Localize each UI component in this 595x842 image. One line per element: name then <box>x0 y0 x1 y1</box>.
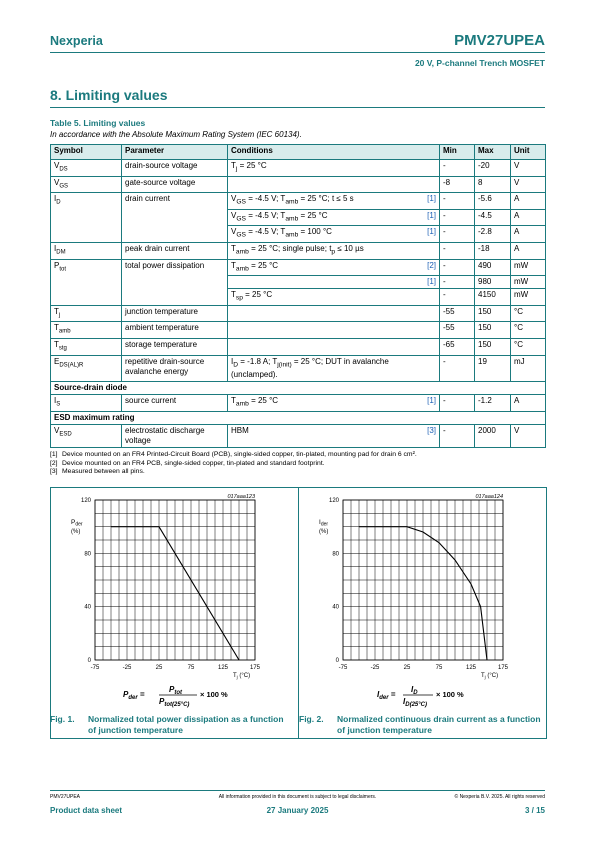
footnotes <box>50 451 417 477</box>
formula-factor: × 100 % <box>436 690 464 699</box>
min-cell: - <box>440 193 475 210</box>
table-row <box>51 276 546 289</box>
min-cell: - <box>440 276 475 289</box>
table-row <box>51 209 546 226</box>
derating-formula <box>123 685 228 708</box>
parameter-cell: junction temperature <box>122 305 228 322</box>
parameter-cell: peak drain current <box>122 242 228 259</box>
max-cell: 150 <box>475 338 511 355</box>
parameter-cell: repetitive drain-source avalanche energy <box>122 355 228 382</box>
footer-rule <box>50 790 545 791</box>
conditions-cell: [2] $T_{amb} = 25$ °C <box>228 259 440 276</box>
unit-cell: °C <box>511 338 546 355</box>
figure-code: 017aaa123 <box>227 494 255 500</box>
unit-cell: A <box>511 193 546 210</box>
x-axis-label: $T_j$ (°C) <box>233 673 251 680</box>
symbol-cell: $I_S$ <box>51 395 122 412</box>
max-cell: 4150 <box>475 289 511 306</box>
header-cell: Conditions <box>228 145 440 160</box>
max-cell: -18 <box>475 242 511 259</box>
table-row <box>51 338 546 355</box>
section-heading: ESD maximum rating <box>51 411 546 424</box>
document-id: PMV27UPEA <box>454 32 545 49</box>
symbol-cell: $V_{GS}$ <box>51 176 122 193</box>
conditions-cell: $T_{amb} = 25$ °C; single pulse; $t_p \le 10$ µs <box>228 242 440 259</box>
reference-link: [1] <box>427 396 436 406</box>
min-cell: -8 <box>440 176 475 193</box>
table-row <box>51 322 546 339</box>
min-cell: - <box>440 395 475 412</box>
table-header-row <box>51 145 546 160</box>
min-cell: - <box>440 424 475 447</box>
min-cell: - <box>440 355 475 382</box>
document-subtitle: 20 V, P-channel Trench MOSFET <box>414 58 545 68</box>
conditions-cell: [3] HBM <box>228 424 440 447</box>
conditions-cell <box>228 322 440 339</box>
parameter-cell: storage temperature <box>122 338 228 355</box>
unit-cell: A <box>511 395 546 412</box>
max-cell: -5.6 <box>475 193 511 210</box>
conditions-cell: $T_{sp} = 25$ °C <box>228 289 440 306</box>
x-tick-label: 125 <box>465 665 477 671</box>
figure-1-box <box>50 487 299 739</box>
y-tick-label: 40 <box>84 604 91 611</box>
x-tick-label: 75 <box>435 665 443 671</box>
y-axis-label: $I_{der}$ <box>319 519 329 528</box>
max-cell: -1.2 <box>475 395 511 412</box>
footnote: [2] Device mounted on an FR4 PCB, single-sided copper, tin-plated and standard footprint. <box>50 459 325 467</box>
y-tick-label: 40 <box>332 604 339 611</box>
symbol-cell: $I_D$ <box>51 193 122 210</box>
table-row <box>51 226 546 243</box>
min-cell: - <box>440 226 475 243</box>
section-title: 8. Limiting values <box>50 87 168 103</box>
symbol-cell: $T_{amb}$ <box>51 322 122 339</box>
symbol-cell <box>51 276 122 289</box>
conditions-cell: [1] $V_{GS} = -4.5$ V; $T_{amb} = 100$ °C <box>228 226 440 243</box>
unit-cell: V <box>511 424 546 447</box>
x-tick-label: -75 <box>90 665 100 671</box>
max-cell: -20 <box>475 160 511 177</box>
conditions-cell <box>228 176 440 193</box>
symbol-cell: $E_{DS(AL)R}$ <box>51 355 122 382</box>
footnote: [1] Device mounted on an FR4 Printed-Circuit Board (PCB), single-sided copper, tin-plated, mounting pad for drain 6 cm². <box>50 451 417 458</box>
table-row <box>51 176 546 193</box>
x-tick-label: -25 <box>122 665 132 671</box>
table-subcaption: In accordance with the Absolute Maximum Rating System (IEC 60134). <box>50 130 302 139</box>
y-axis-label: $P_{der}$ <box>71 519 83 528</box>
max-cell: -2.8 <box>475 226 511 243</box>
reference-link: [1] <box>427 227 436 237</box>
figure-2-caption: Fig. 2. Normalized continuous drain current as a function of junction temperature <box>299 714 541 735</box>
symbol-cell <box>51 226 122 243</box>
footer-doc-type: Product data sheet <box>50 806 123 815</box>
max-cell: 2000 <box>475 424 511 447</box>
parameter-cell: source current <box>122 395 228 412</box>
parameter-cell: gate-source voltage <box>122 176 228 193</box>
x-tick-label: 175 <box>249 665 261 671</box>
unit-cell: mW <box>511 276 546 289</box>
footer-doc-id: PMV27UPEA <box>50 794 81 800</box>
current-derating-chart <box>299 488 546 713</box>
y-tick-label: 80 <box>84 551 91 558</box>
unit-cell: V <box>511 176 546 193</box>
table-body <box>51 160 546 448</box>
max-cell: 19 <box>475 355 511 382</box>
y-tick-label: 0 <box>335 658 339 664</box>
table-section-row <box>51 411 546 424</box>
symbol-cell: $I_{DM}$ <box>51 242 122 259</box>
conditions-cell <box>228 276 440 289</box>
conditions-cell: [1] $V_{GS} = -4.5$ V; $T_{amb} = 25$ °C; t ≤ 5 s <box>228 193 440 210</box>
footer-date: 27 January 2025 <box>266 806 329 815</box>
table-row <box>51 424 546 447</box>
min-cell: -55 <box>440 322 475 339</box>
unit-cell: A <box>511 242 546 259</box>
brand-name: Nexperia <box>50 34 103 48</box>
reference-link: [3] <box>427 425 436 435</box>
table-row <box>51 395 546 412</box>
conditions-cell: $I_D = -1.8$ A; $T_{j(init)} = 25$ °C; DUT in avalanche (unclamped). <box>228 355 440 382</box>
conditions-cell <box>228 338 440 355</box>
table-row <box>51 259 546 276</box>
footer-copyright: © Nexperia B.V. 2025. All rights reserved <box>454 794 545 800</box>
x-tick-label: 25 <box>403 665 411 671</box>
unit-cell: mW <box>511 259 546 276</box>
parameter-cell: drain current <box>122 193 228 210</box>
table-row <box>51 242 546 259</box>
conditions-cell <box>228 305 440 322</box>
header-cell: Min <box>440 145 475 160</box>
unit-cell: mW <box>511 289 546 306</box>
parameter-cell <box>122 289 228 306</box>
y-axis-unit: (%) <box>319 529 329 535</box>
formula-numerator: $I_D$ <box>411 685 418 696</box>
parameter-cell <box>122 276 228 289</box>
symbol-cell: $V_{ESD}$ <box>51 424 122 447</box>
parameter-cell: ambient temperature <box>122 322 228 339</box>
unit-cell: °C <box>511 305 546 322</box>
y-tick-label: 120 <box>80 498 91 504</box>
conditions-cell: [1] $T_{amb} = 25$ °C <box>228 395 440 412</box>
parameter-cell: total power dissipation <box>122 259 228 276</box>
table-row <box>51 160 546 177</box>
symbol-cell <box>51 289 122 306</box>
max-cell: 490 <box>475 259 511 276</box>
limiting-values-table <box>50 144 546 448</box>
conditions-cell: [1] $V_{GS} = -4.5$ V; $T_{amb} = 25$ °C <box>228 209 440 226</box>
table-row <box>51 193 546 210</box>
power-derating-chart <box>51 488 298 713</box>
x-tick-label: -25 <box>370 665 380 671</box>
unit-cell: V <box>511 160 546 177</box>
symbol-cell <box>51 209 122 226</box>
formula-lhs: $P_{der}$ = <box>123 690 145 701</box>
header-cell: Max <box>475 145 511 160</box>
symbol-cell: $V_{DS}$ <box>51 160 122 177</box>
footer-page-number: 3 / 15 <box>524 806 545 815</box>
reference-link: [2] <box>427 260 436 270</box>
x-tick-label: -75 <box>338 665 348 671</box>
figure-code: 017aaa124 <box>475 494 503 500</box>
min-cell: -55 <box>440 305 475 322</box>
header-rule <box>50 52 545 53</box>
x-tick-label: 125 <box>217 665 229 671</box>
figure-1-caption: Fig. 1. Normalized total power dissipation as a function of junction temperature <box>50 714 284 735</box>
formula-denominator: $P_{tot(25^\circ C)}$ <box>159 697 190 708</box>
min-cell: - <box>440 242 475 259</box>
table-row <box>51 305 546 322</box>
table-row <box>51 289 546 306</box>
reference-link: [1] <box>427 210 436 220</box>
min-cell: -65 <box>440 338 475 355</box>
x-axis-label: $T_j$ (°C) <box>481 673 499 680</box>
figure-2-box <box>298 487 547 739</box>
x-tick-label: 25 <box>155 665 163 671</box>
symbol-cell: $T_{stg}$ <box>51 338 122 355</box>
section-rule <box>50 107 545 108</box>
table-caption: Table 5. Limiting values <box>50 118 146 128</box>
x-tick-label: 175 <box>497 665 509 671</box>
header-cell: Unit <box>511 145 546 160</box>
unit-cell: mJ <box>511 355 546 382</box>
table-section-row <box>51 382 546 395</box>
y-tick-label: 80 <box>332 551 339 558</box>
formula-numerator: $P_{tot}$ <box>169 685 183 696</box>
derating-formula <box>377 685 464 708</box>
footnote: [3] Measured between all pins. <box>50 468 145 475</box>
y-tick-label: 120 <box>328 498 339 504</box>
min-cell: - <box>440 259 475 276</box>
max-cell: -4.5 <box>475 209 511 226</box>
max-cell: 8 <box>475 176 511 193</box>
parameter-cell: electrostatic discharge voltage <box>122 424 228 447</box>
max-cell: 980 <box>475 276 511 289</box>
unit-cell: A <box>511 209 546 226</box>
formula-denominator: $I_{D(25^\circ C)}$ <box>403 697 427 708</box>
unit-cell: °C <box>511 322 546 339</box>
header-cell: Symbol <box>51 145 122 160</box>
formula-factor: × 100 % <box>200 690 228 699</box>
reference-link: [1] <box>427 277 436 287</box>
unit-cell: A <box>511 226 546 243</box>
reference-link: [1] <box>427 194 436 204</box>
min-cell: - <box>440 209 475 226</box>
min-cell: - <box>440 289 475 306</box>
max-cell: 150 <box>475 305 511 322</box>
formula-lhs: $I_{der}$ = <box>377 690 396 701</box>
conditions-cell: $T_j = 25$ °C <box>228 160 440 177</box>
footer-disclaimer: All information provided in this document is subject to legal disclaimers. <box>218 794 377 800</box>
max-cell: 150 <box>475 322 511 339</box>
symbol-cell: $P_{tot}$ <box>51 259 122 276</box>
parameter-cell <box>122 209 228 226</box>
parameter-cell <box>122 226 228 243</box>
section-heading: Source-drain diode <box>51 382 546 395</box>
y-tick-label: 0 <box>87 658 91 664</box>
symbol-cell: $T_j$ <box>51 305 122 322</box>
header-cell: Parameter <box>122 145 228 160</box>
y-axis-unit: (%) <box>71 529 81 535</box>
min-cell: - <box>440 160 475 177</box>
parameter-cell: drain-source voltage <box>122 160 228 177</box>
table-row <box>51 355 546 382</box>
x-tick-label: 75 <box>187 665 195 671</box>
